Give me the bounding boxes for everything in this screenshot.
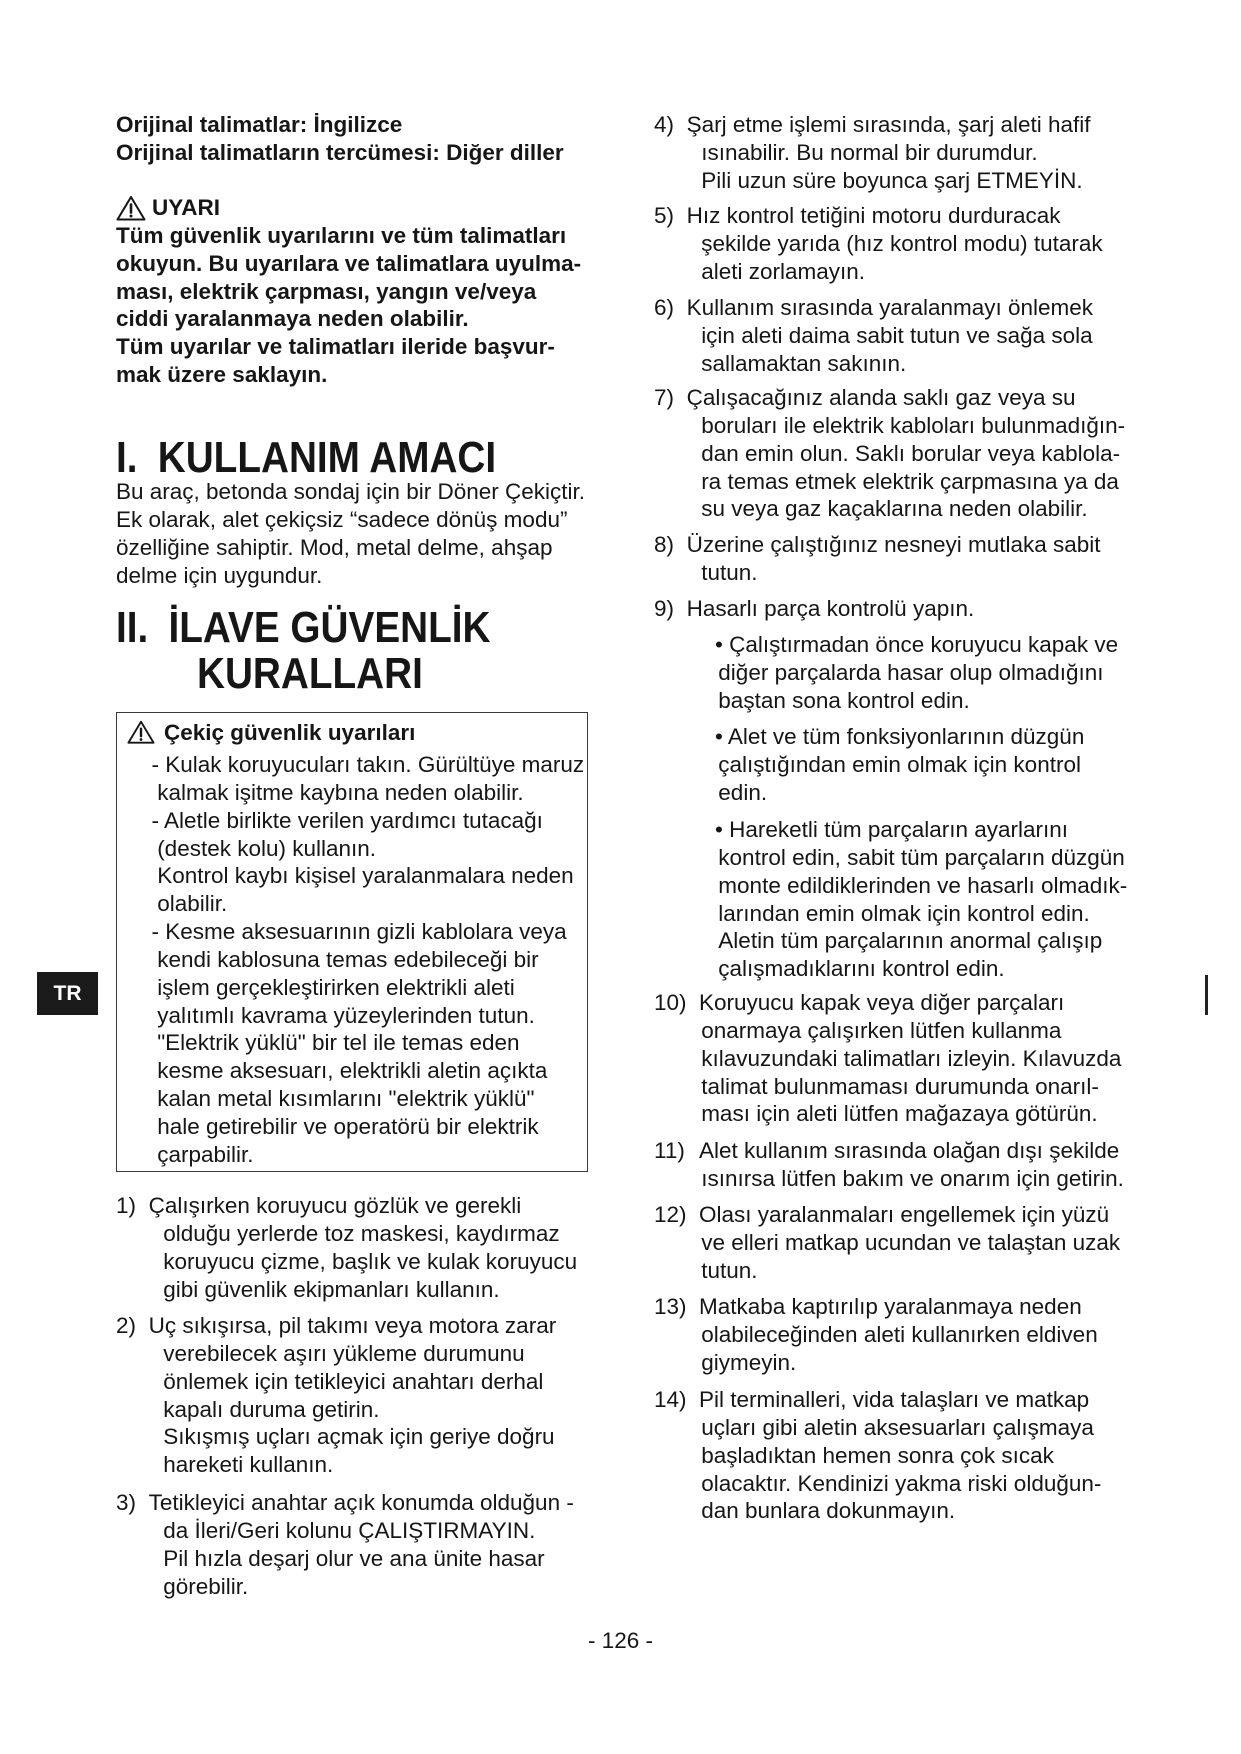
rule-number: 13)	[654, 1294, 687, 1319]
rule-item	[116, 1312, 556, 1479]
rule-number: 1)	[116, 1193, 137, 1218]
rule-number: 9)	[654, 596, 675, 621]
rule-number: 8)	[654, 532, 675, 557]
rule-bullet: • Çalıştırmadan önce koruyucu kapak ve diğer parçalarda hasar olup olmadığını baştan sona kontrol edin.	[715, 632, 1119, 713]
rule-item	[654, 1386, 1101, 1525]
rule-text: Uç sıkışırsa, pil takımı veya motora zarar verebilecek aşırı yükleme durumunu önlemek için tetikleyici anahtarı derhal kapalı duruma getirin. Sıkışmış uçları açmak için geriye doğru hareketi kullanın.	[148, 1313, 557, 1478]
rule-text: Matkaba kaptırılıp yaralanmaya neden olabileceğinden aleti kullanırken eldiven giymeyin.	[699, 1294, 1098, 1375]
rule-text: Tetikleyici anahtar açık konumda olduğun - da İleri/Geri kolunu ÇALIŞTIRMAYIN. Pil hızla deşarj olur ve ana ünite hasar görebilir.	[148, 1490, 574, 1599]
rule-number: 10)	[654, 990, 687, 1015]
intended-use-text: Bu araç, betonda sondaj için bir Döner Çekiçtir. Ek olarak, alet çekiçsiz “sadece dönüş modu” özelliğine sahiptir. Mod, metal delme, ahşap delme için uygundur.	[116, 479, 585, 588]
rule-text: Çalışırken koruyucu gözlük ve gerekli olduğu yerlerde toz maskesi, kaydırmaz koruyucu çizme, başlık ve kulak koruyucu gibi güvenlik ekipmanları kullanın.	[148, 1193, 578, 1302]
rule-text: Hasarlı parça kontrolü yapın.	[686, 596, 975, 621]
rule-item	[116, 1489, 574, 1600]
rule-item	[116, 1192, 577, 1303]
warning-text: Tüm güvenlik uyarılarını ve tüm talimatları okuyun. Bu uyarılara ve talimatlara uyulma- ması, elektrik çarpması, yangın ve/veya ciddi yaralanmaya neden olabilir. Tüm uyarılar ve talimatları ileride başvur- mak üzere saklayın.	[116, 222, 582, 388]
page-number: - 126 -	[587, 1628, 654, 1653]
hammer-safety-title-text: Çekiç güvenlik uyarıları	[164, 719, 416, 745]
general-warning	[116, 194, 581, 389]
warning-label: UYARI	[152, 195, 220, 220]
rule-item	[654, 1137, 1124, 1193]
rule-item	[654, 384, 1125, 523]
section-title-line1: İLAVE GÜVENLİK	[168, 603, 491, 652]
rule-item	[654, 1201, 1120, 1285]
rule-item	[654, 989, 1121, 1128]
rule-number: 3)	[116, 1490, 137, 1515]
rule-number: 2)	[116, 1313, 137, 1338]
rule-number: 5)	[654, 203, 675, 228]
translation-line: Orijinal talimatların tercümesi: Diğer diller	[116, 139, 564, 165]
rule-number: 6)	[654, 295, 675, 320]
rule-item	[654, 1293, 1098, 1377]
rule-text: Şarj etme işlemi sırasında, şarj aleti hafif ısınabilir. Bu normal bir durumdur. Pili uzun süre boyunca şarj ETMEYİN.	[686, 112, 1091, 193]
section-title-line2: KURALLARI	[197, 649, 423, 698]
warning-triangle-icon	[116, 195, 146, 221]
rule-text: Pil terminalleri, vida talaşları ve matkap uçları gibi aletin aksesuarları çalışmaya başladıktan hemen sonra çok sıcak olacaktır. Kendinizi yakma riski olduğun- dan bunlara dokunmayın.	[699, 1387, 1102, 1524]
rule-text: Çalışacağınız alanda saklı gaz veya su boruları ile elektrik kabloları bulunmadığın- dan emin olun. Saklı borular veya kablola- ra temas etmek elektrik çarpmasına ya da su veya gaz kaçaklarına neden olabilir.	[686, 385, 1126, 522]
rule-number: 11)	[654, 1138, 685, 1163]
rule-text: Alet kullanım sırasında olağan dışı şekilde ısınırsa lütfen bakım ve onarım için getirin.	[699, 1138, 1124, 1191]
language-tab: TR	[37, 972, 98, 1015]
original-language-line: Orijinal talimatlar: İngilizce	[116, 112, 403, 137]
rule-text: Koruyucu kapak veya diğer parçaları onarmaya çalışırken lütfen kullanma kılavuzundaki talimatları izleyin. Kılavuzda talimat bulunmaması durumunda onarıl- ması için aleti lütfen mağazaya götürün.	[699, 990, 1122, 1127]
section-heading-safety-rules	[116, 605, 542, 697]
hammer-safety-item: - Kesme aksesuarının gizli kablolara veya kendi kablosuna temas edebileceği bir işlem gerçekleştirirken elektrikli aleti yalıtımlı kavrama yüzeylerinden tutun. "Elektrik yüklü" bir tel ile temas eden kesme aksesuarı, elektrikli aletin açıkta kalan metal kısımlarını "elektrik yüklü" hale getirebilir ve operatörü bir elektrik çarpabilir.	[151, 919, 567, 1167]
rule-item	[654, 531, 1101, 587]
rule-bullet: • Hareketli tüm parçaların ayarlarını kontrol edin, sabit tüm parçaların düzgün monte edildiklerinden ve hasarlı olmadık- larından emin olmak için kontrol edin. Aletin tüm parçalarının anormal çalışıp çalışmadıklarını kontrol edin.	[715, 817, 1128, 982]
section-number: II.	[116, 603, 149, 652]
rule-number: 7)	[654, 385, 675, 410]
hammer-safety-item: - Aletle birlikte verilen yardımcı tutacağı (destek kolu) kullanın. Kontrol kaybı kişisel yaralanmalara neden olabilir.	[151, 807, 574, 917]
warning-heading	[116, 194, 581, 222]
rule-text: Kullanım sırasında yaralanmayı önlemek için aleti daima sabit tutun ve sağa sola sallamaktan sakının.	[686, 295, 1094, 376]
hammer-safety-list	[152, 751, 585, 1169]
rule-number: 4)	[654, 112, 675, 137]
document-header	[116, 111, 564, 167]
hammer-safety-item: - Kulak koruyucuları takın. Gürültüye maruz kalmak işitme kaybına neden olabilir.	[151, 752, 585, 805]
rule-text: Olası yaralanmaları engellemek için yüzü ve elleri matkap ucundan ve talaştan uzak tutun.	[699, 1202, 1121, 1283]
edge-marker	[1205, 975, 1208, 1015]
section-title: KULLANIM AMACI	[157, 433, 497, 482]
hammer-safety-box	[116, 712, 588, 1172]
rule-text: Üzerine çalıştığınız nesneyi mutlaka sabit tutun.	[686, 532, 1101, 585]
rule-item	[654, 294, 1093, 378]
rule-item	[654, 111, 1091, 195]
hammer-safety-title	[127, 719, 415, 747]
warning-triangle-icon	[127, 719, 155, 745]
rule-item	[654, 202, 1103, 286]
rule-number: 14)	[654, 1387, 687, 1412]
section-heading-intended-use	[116, 435, 548, 481]
rule-item	[654, 595, 974, 623]
section-number: I.	[116, 433, 138, 482]
rule-bullet: • Alet ve tüm fonksiyonlarının düzgün çalıştığından emin olmak için kontrol edin.	[715, 724, 1085, 805]
rule-number: 12)	[654, 1202, 687, 1227]
rule-text: Hız kontrol tetiğini motoru durduracak şekilde yarıda (hız kontrol modu) tutarak aleti zorlamayın.	[686, 203, 1103, 284]
